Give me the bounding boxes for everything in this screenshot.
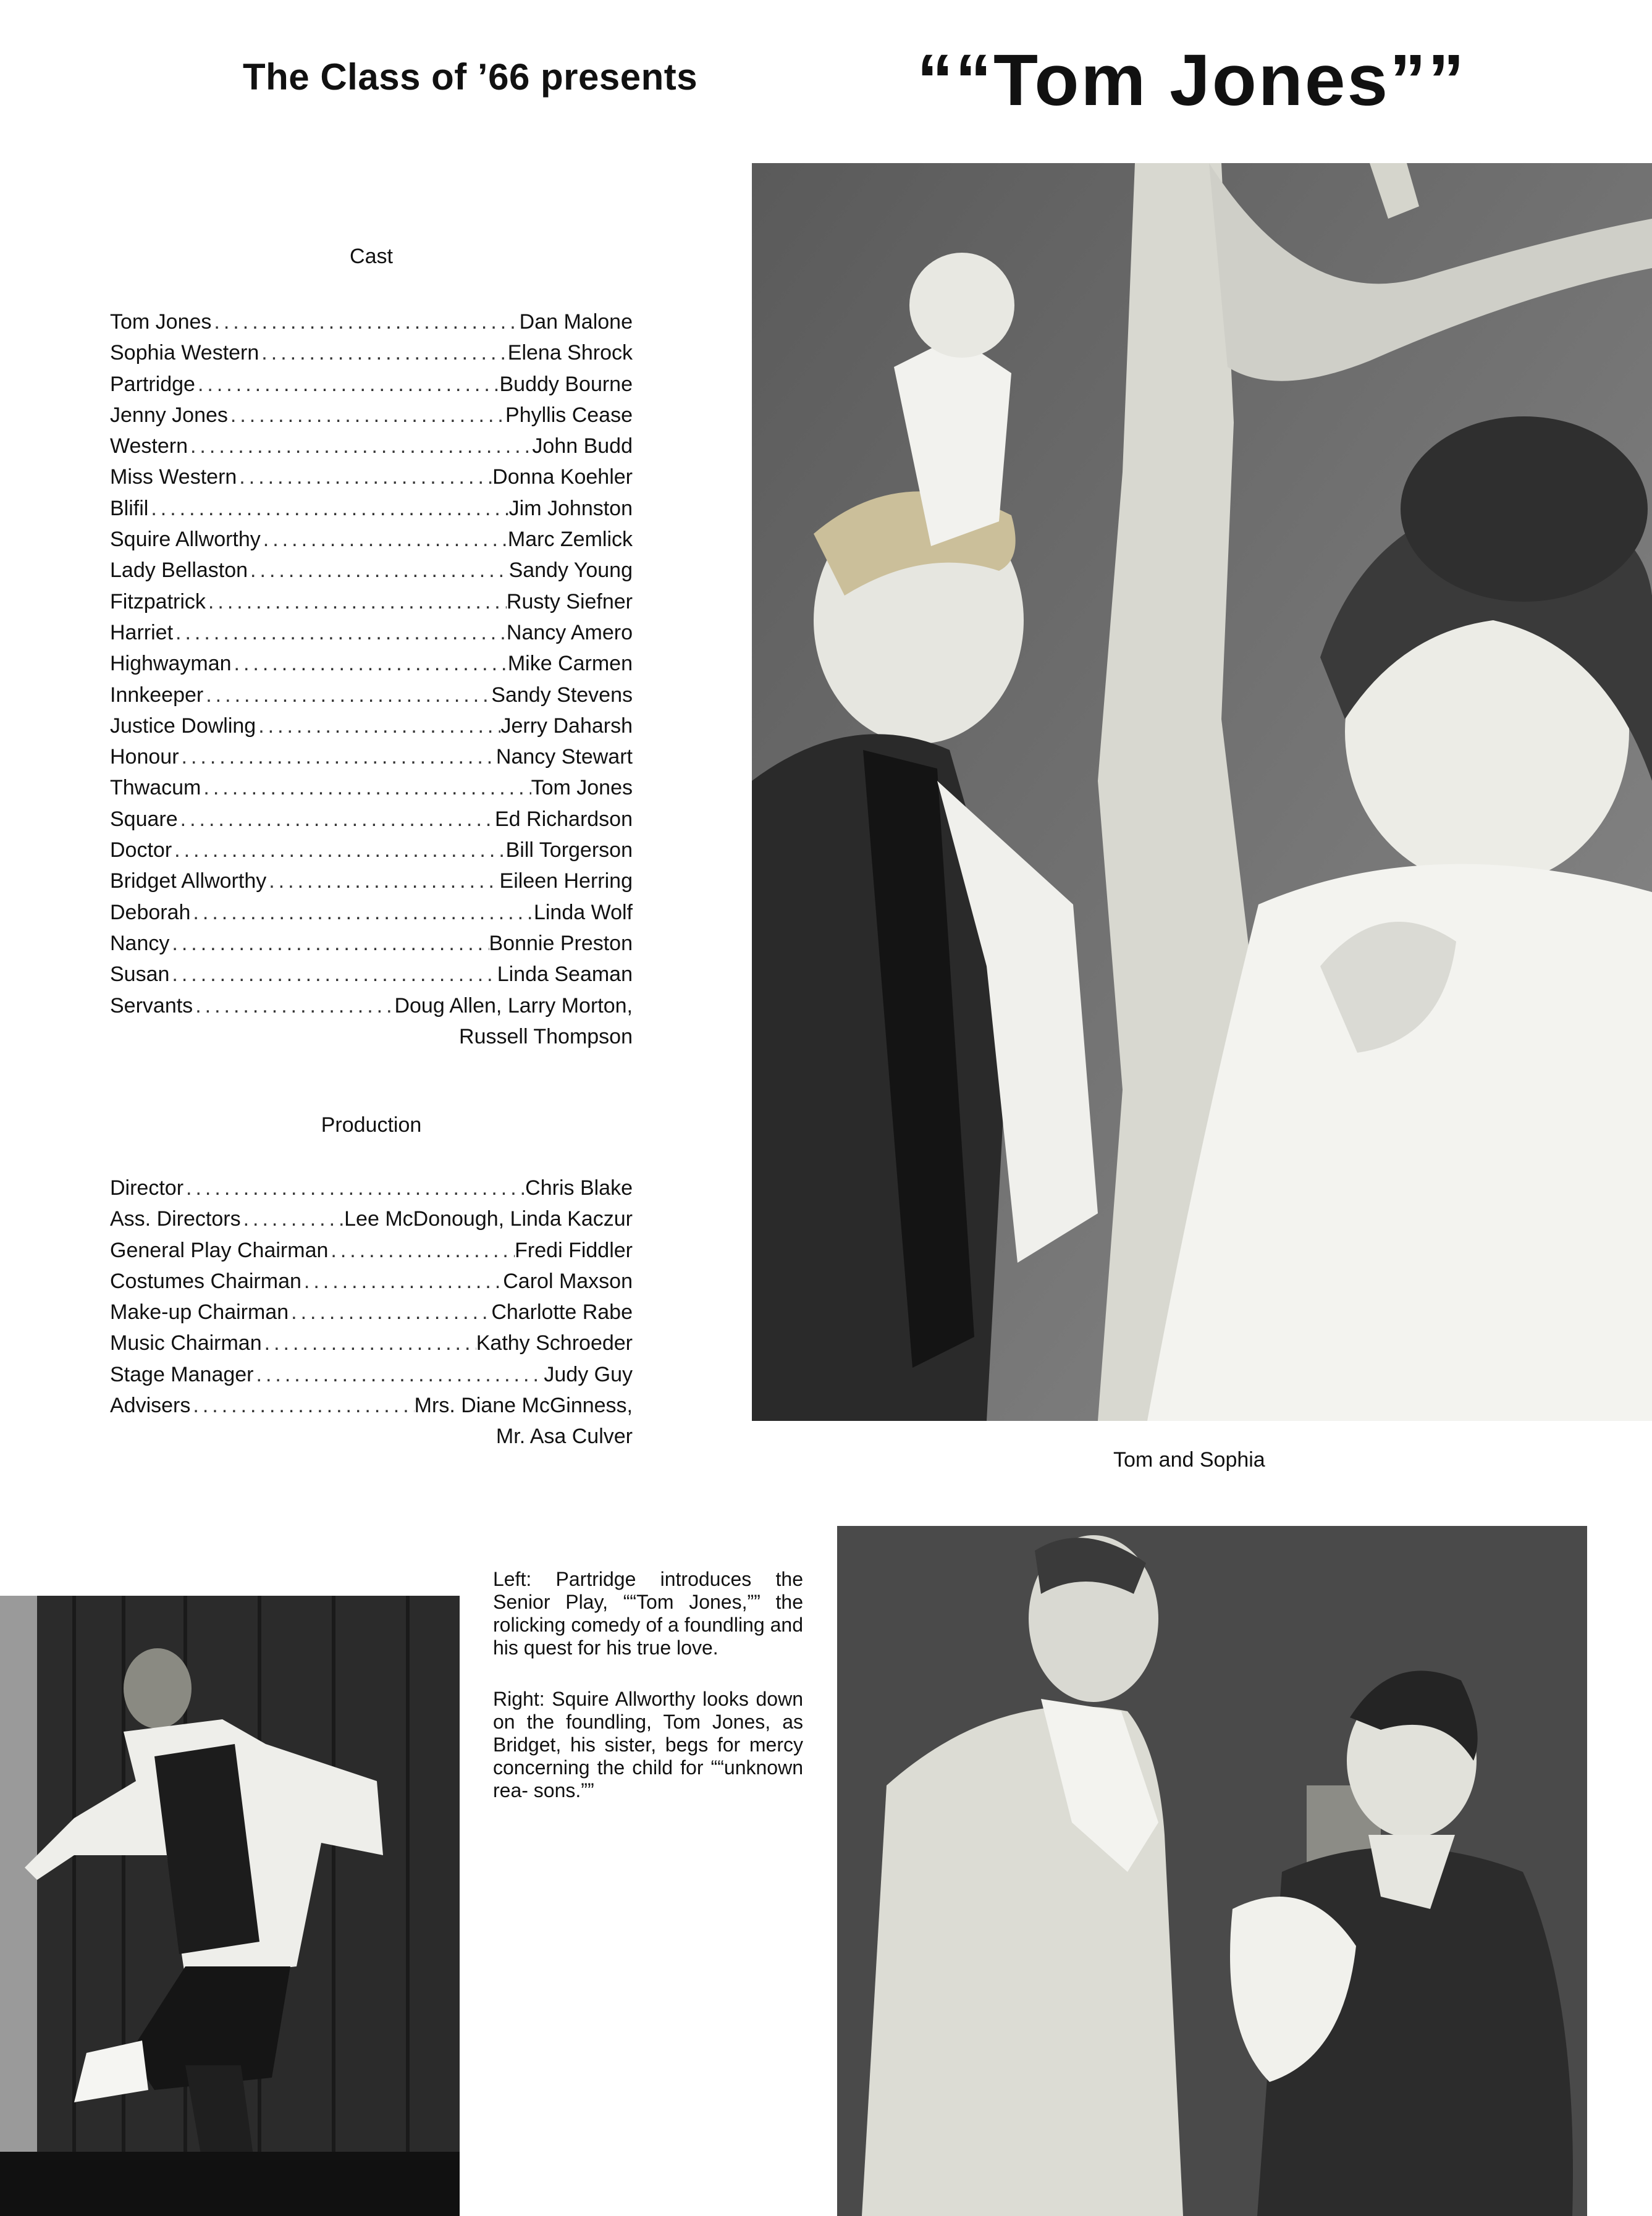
production-row: Advisers ..... Mrs. Diane McGinness, — [110, 1390, 633, 1421]
production-row: Costumes Chairman ..... Carol Maxson — [110, 1266, 633, 1297]
production-row: Stage Manager ..... Judy Guy — [110, 1359, 633, 1390]
cast-row: Bridget Allworthy ..... Eileen Herring — [110, 866, 633, 896]
photo-captions — [493, 1568, 803, 1831]
cast-row: Thwacum ..... Tom Jones — [110, 772, 633, 803]
cast-row: Square ..... Ed Richardson — [110, 804, 633, 835]
cast-row: Nancy ..... Bonnie Preston — [110, 928, 633, 959]
production-title: Production — [321, 1113, 422, 1137]
cast-row: Lady Bellaston ..... Sandy Young — [110, 555, 633, 586]
production-row: Director ..... Chris Blake — [110, 1173, 633, 1203]
production-row: Ass. Directors ..... Lee McDonough, Linda Kaczur — [110, 1203, 633, 1234]
cast-row: Harriet ..... Nancy Amero — [110, 617, 633, 648]
cast-row: Deborah ..... Linda Wolf — [110, 897, 633, 928]
cast-row: Justice Dowling ..... Jerry Daharsh — [110, 710, 633, 741]
partridge-photo — [0, 1596, 460, 2216]
cast-row: Western ..... John Budd — [110, 431, 633, 461]
cast-row: Honour ..... Nancy Stewart — [110, 741, 633, 772]
cast-row: Innkeeper ..... Sandy Stevens — [110, 680, 633, 710]
cast-row: Blifil ..... Jim Johnston — [110, 493, 633, 524]
right-photo-caption: Right: Squire Allworthy looks down on the foundling, Tom Jones, as Bridget, his sister, begs for mercy concerning the child for ““unknown rea- sons.”” — [493, 1688, 803, 1801]
allworthy-and-bridget-photo — [837, 1526, 1587, 2216]
cast-row-continued: Russell Thompson — [459, 1024, 633, 1048]
cast-row: Servants ..... Doug Allen, Larry Morton, — [110, 990, 633, 1021]
cast-row: Doctor ..... Bill Torgerson — [110, 835, 633, 866]
tom-and-sophia-photo — [752, 163, 1652, 1421]
cast-row: Tom Jones ..... Dan Malone — [110, 306, 633, 337]
cast-row: Jenny Jones ..... Phyllis Cease — [110, 400, 633, 431]
production-row: Make-up Chairman ..... Charlotte Rabe — [110, 1297, 633, 1328]
presenter-heading: The Class of ’66 presents — [243, 56, 698, 98]
cast-row: Partridge ..... Buddy Bourne — [110, 369, 633, 400]
cast-row: Miss Western ..... Donna Koehler — [110, 461, 633, 492]
cast-title: Cast — [350, 245, 393, 268]
cast-row: Sophia Western ..... Elena Shrock — [110, 337, 633, 368]
play-title: ““Tom Jones”” — [917, 40, 1467, 121]
production-row: General Play Chairman ..... Fredi Fiddler — [110, 1235, 633, 1266]
top-photo-caption: Tom and Sophia — [1113, 1448, 1265, 1472]
cast-row: Squire Allworthy ..... Marc Zemlick — [110, 524, 633, 555]
cast-row: Susan ..... Linda Seaman — [110, 959, 633, 990]
cast-row: Fitzpatrick ..... Rusty Siefner — [110, 586, 633, 617]
left-photo-caption: Left: Partridge introduces the Senior Play, ““Tom Jones,”” the rolicking comedy of a foundling and his quest for his true love. — [493, 1568, 803, 1659]
cast-list — [110, 306, 633, 1052]
cast-row: Highwayman ..... Mike Carmen — [110, 648, 633, 679]
production-list — [110, 1173, 633, 1452]
production-row: Music Chairman ..... Kathy Schroeder — [110, 1328, 633, 1359]
production-row-continued: Mr. Asa Culver — [495, 1425, 633, 1449]
